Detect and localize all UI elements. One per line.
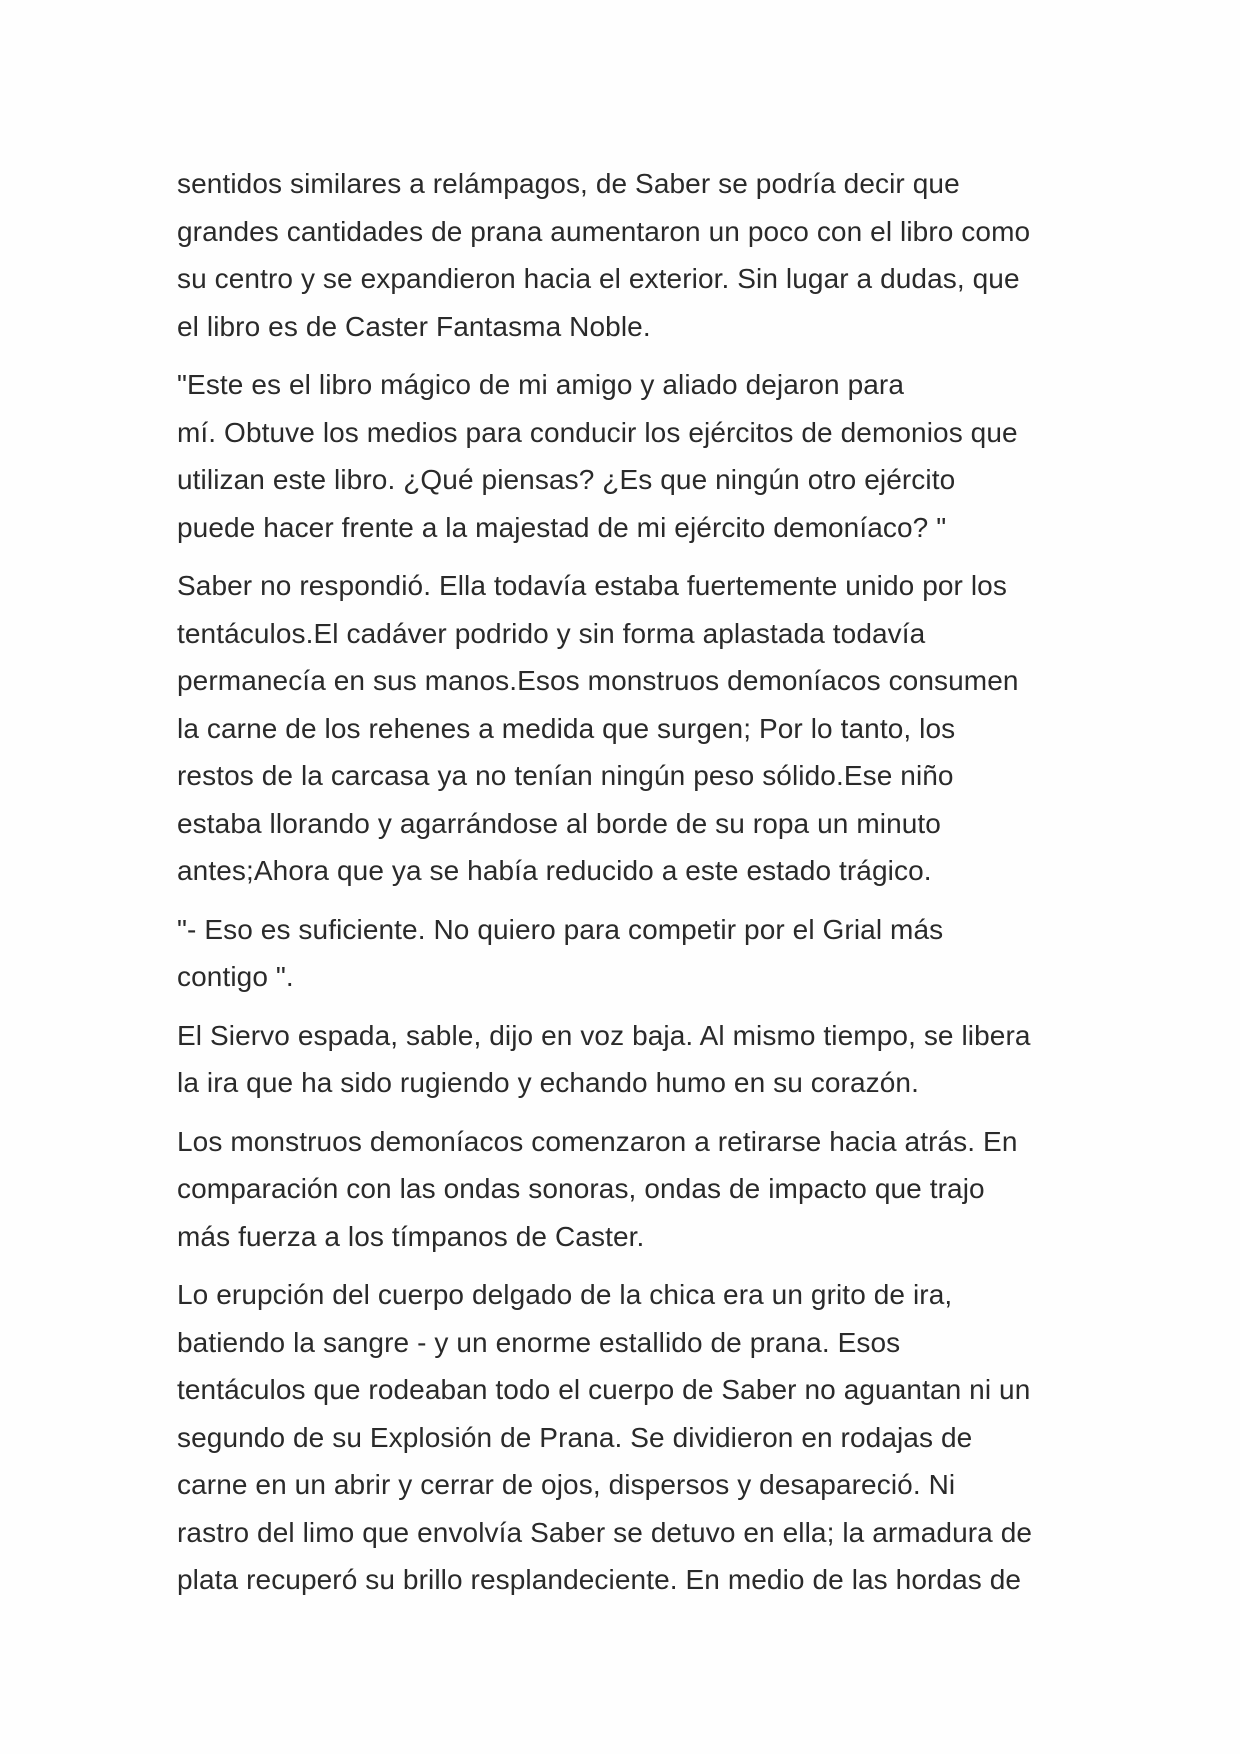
text-line: tentáculos que rodeaban todo el cuerpo de Saber no aguantan ni un [177,1374,1031,1405]
text-line: utilizan este libro. ¿Qué piensas? ¿Es que ningún otro ejército [177,464,956,495]
text-line: contigo ". [177,961,294,992]
text-line: Los monstruos demoníacos comenzaron a retirarse hacia atrás. En [177,1125,1018,1157]
document-body [177,160,1077,1615]
text-line: tentáculos.El cadáver podrido y sin forma aplastada todavía [177,617,926,649]
text-line: el libro es de Caster Fantasma Noble. [177,310,651,342]
text-line: antes;Ahora que ya se había reducido a este estado trágico. [177,855,932,886]
text-line: permanecía en sus manos.Esos monstruos demoníacos consumen [177,665,1019,696]
text-line: la carne de los rehenes a medida que surgen; Por lo tanto, los [177,712,956,744]
text-line: Lo erupción del cuerpo delgado de la chica era un grito de ira, [177,1279,953,1310]
text-line: "Este es el libro mágico de mi amigo y aliado dejaron para [177,369,905,400]
text-line: segundo de su Explosión de Prana. Se dividieron en rodajas de [177,1421,973,1453]
text-line: restos de la carcasa ya no tenían ningún peso sólido.Ese niño [177,760,954,791]
text-line: Saber no respondió. Ella todavía estaba fuertemente unido por los [177,570,1007,601]
text-line: plata recuperó su brillo resplandeciente. En medio de las hordas de [177,1564,1022,1595]
text-line: sentidos similares a relámpagos, de Saber se podría decir que [177,168,960,199]
text-line: la ira que ha sido rugiendo y echando humo en su corazón. [177,1067,919,1098]
text-line: "- Eso es suficiente. No quiero para competir por el Grial más [177,913,944,945]
paragraph [177,361,1077,551]
paragraph [177,1271,1077,1604]
text-line: grandes cantidades de prana aumentaron un poco con el libro como [177,215,1031,247]
paragraph [177,906,1077,1001]
text-line: El Siervo espada, sable, dijo en voz baja. Al mismo tiempo, se libera [177,1019,1031,1051]
text-line: rastro del limo que envolvía Saber se detuvo en ella; la armadura de [177,1516,1033,1548]
paragraph [177,562,1077,895]
paragraph [177,1012,1077,1107]
text-line: más fuerza a los tímpanos de Caster. [177,1220,645,1252]
text-line: carne en un abrir y cerrar de ojos, dispersos y desapareció. Ni [177,1469,956,1500]
text-line: estaba llorando y agarrándose al borde de su ropa un minuto [177,807,941,839]
text-line: mí. Obtuve los medios para conducir los ejércitos de demonios que [177,416,1018,448]
paragraph [177,1118,1077,1261]
paragraph [177,160,1077,350]
text-line: comparación con las ondas sonoras, ondas de impacto que trajo [177,1173,985,1204]
text-line: puede hacer frente a la majestad de mi ejército demoníaco? " [177,511,947,543]
text-line: su centro y se expandieron hacia el exterior. Sin lugar a dudas, que [177,263,1020,294]
text-line: batiendo la sangre - y un enorme estallido de prana. Esos [177,1326,901,1358]
